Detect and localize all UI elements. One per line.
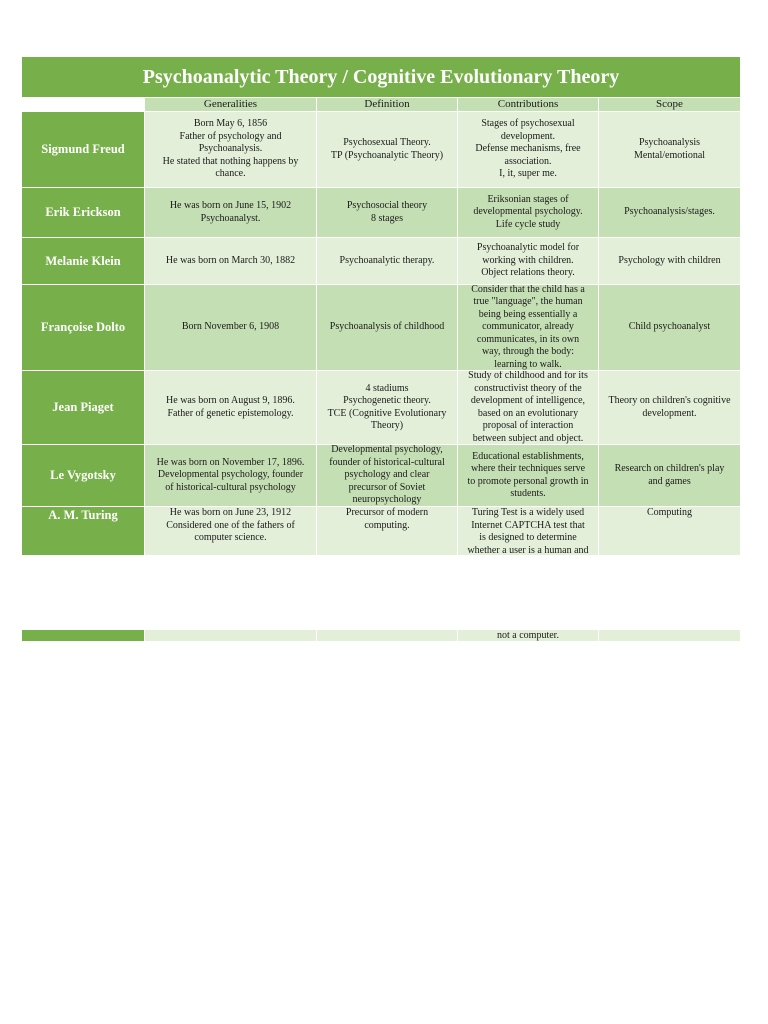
definition-cell: Psychosexual Theory. TP (Psychoanalytic Theory) [317, 112, 458, 187]
definition-cell: Psychosocial theory 8 stages [317, 188, 458, 237]
table-row-piaget [22, 371, 740, 445]
generalities-cell: He was born on November 17, 1896. Developmental psychology, founder of historical-cultural psychology [145, 445, 317, 506]
continuation-contributions-cell: not a computer. [458, 630, 599, 641]
table-row-turing [22, 507, 740, 556]
generalities-cell: Born November 6, 1908 [145, 285, 317, 370]
generalities-cell: He was born on June 15, 1902 Psychoanalyst. [145, 188, 317, 237]
header-scope: Scope [599, 98, 740, 111]
header-generalities: Generalities [145, 98, 317, 111]
generalities-cell: He was born on August 9, 1896. Father of genetic epistemology. [145, 371, 317, 444]
row-name: Erik Erickson [22, 188, 145, 237]
contributions-cell: Eriksonian stages of developmental psychology. Life cycle study [458, 188, 599, 237]
table-row-klein [22, 238, 740, 285]
table-title: Psychoanalytic Theory / Cognitive Evolutionary Theory [22, 57, 740, 98]
continuation-name-cell [22, 630, 145, 641]
row-name: Sigmund Freud [22, 112, 145, 187]
table-row-dolto [22, 285, 740, 371]
scope-cell: Psychoanalysis Mental/emotional [599, 112, 740, 187]
definition-cell: Developmental psychology, founder of historical-cultural psychology and clear precursor of Soviet neuropsychology [317, 445, 458, 506]
contributions-cell: Psychoanalytic model for working with children. Object relations theory. [458, 238, 599, 284]
row-name: A. M. Turing [22, 507, 145, 555]
contributions-cell: Study of childhood and for its constructivist theory of the development of intelligence, based on an evolutionary proposal of interaction between subject and object. [458, 371, 599, 444]
continuation-scope-cell [599, 630, 740, 641]
continuation-generalities-cell [145, 630, 317, 641]
table-row-erickson [22, 188, 740, 238]
generalities-cell: Born May 6, 1856 Father of psychology and Psychoanalysis. He stated that nothing happens by chance. [145, 112, 317, 187]
header-blank-cell [22, 98, 145, 111]
generalities-cell: He was born on March 30, 1882 [145, 238, 317, 284]
header-contributions: Contributions [458, 98, 599, 111]
contributions-cell: Educational establishments, where their techniques serve to promote personal growth in students. [458, 445, 599, 506]
row-name: Françoise Dolto [22, 285, 145, 370]
scope-cell: Computing [599, 507, 740, 555]
definition-cell: Psychoanalytic therapy. [317, 238, 458, 284]
header-definition: Definition [317, 98, 458, 111]
table-row-vygotsky [22, 445, 740, 507]
scope-cell: Psychology with children [599, 238, 740, 284]
scope-cell: Research on children's play and games [599, 445, 740, 506]
table-row-continuation [22, 630, 740, 641]
theory-table [22, 57, 740, 556]
row-name: Le Vygotsky [22, 445, 145, 506]
definition-cell: 4 stadiums Psychogenetic theory. TCE (Cognitive Evolutionary Theory) [317, 371, 458, 444]
column-header-row [22, 98, 740, 112]
scope-cell: Psychoanalysis/stages. [599, 188, 740, 237]
contributions-cell: Consider that the child has a true "language", the human being being essentially a communicator, already communicates, in its own way, through the body: learning to walk. [458, 285, 599, 370]
contributions-cell: Turing Test is a widely used Internet CAPTCHA test that is designed to determine whether a user is a human and [458, 507, 599, 555]
row-name: Jean Piaget [22, 371, 145, 444]
scope-cell: Child psychoanalyst [599, 285, 740, 370]
table-row-freud [22, 112, 740, 188]
row-name: Melanie Klein [22, 238, 145, 284]
definition-cell: Psychoanalysis of childhood [317, 285, 458, 370]
generalities-cell: He was born on June 23, 1912 Considered one of the fathers of computer science. [145, 507, 317, 555]
definition-cell: Precursor of modern computing. [317, 507, 458, 555]
contributions-cell: Stages of psychosexual development. Defense mechanisms, free association. I, it, super me. [458, 112, 599, 187]
continuation-definition-cell [317, 630, 458, 641]
scope-cell: Theory on children's cognitive development. [599, 371, 740, 444]
